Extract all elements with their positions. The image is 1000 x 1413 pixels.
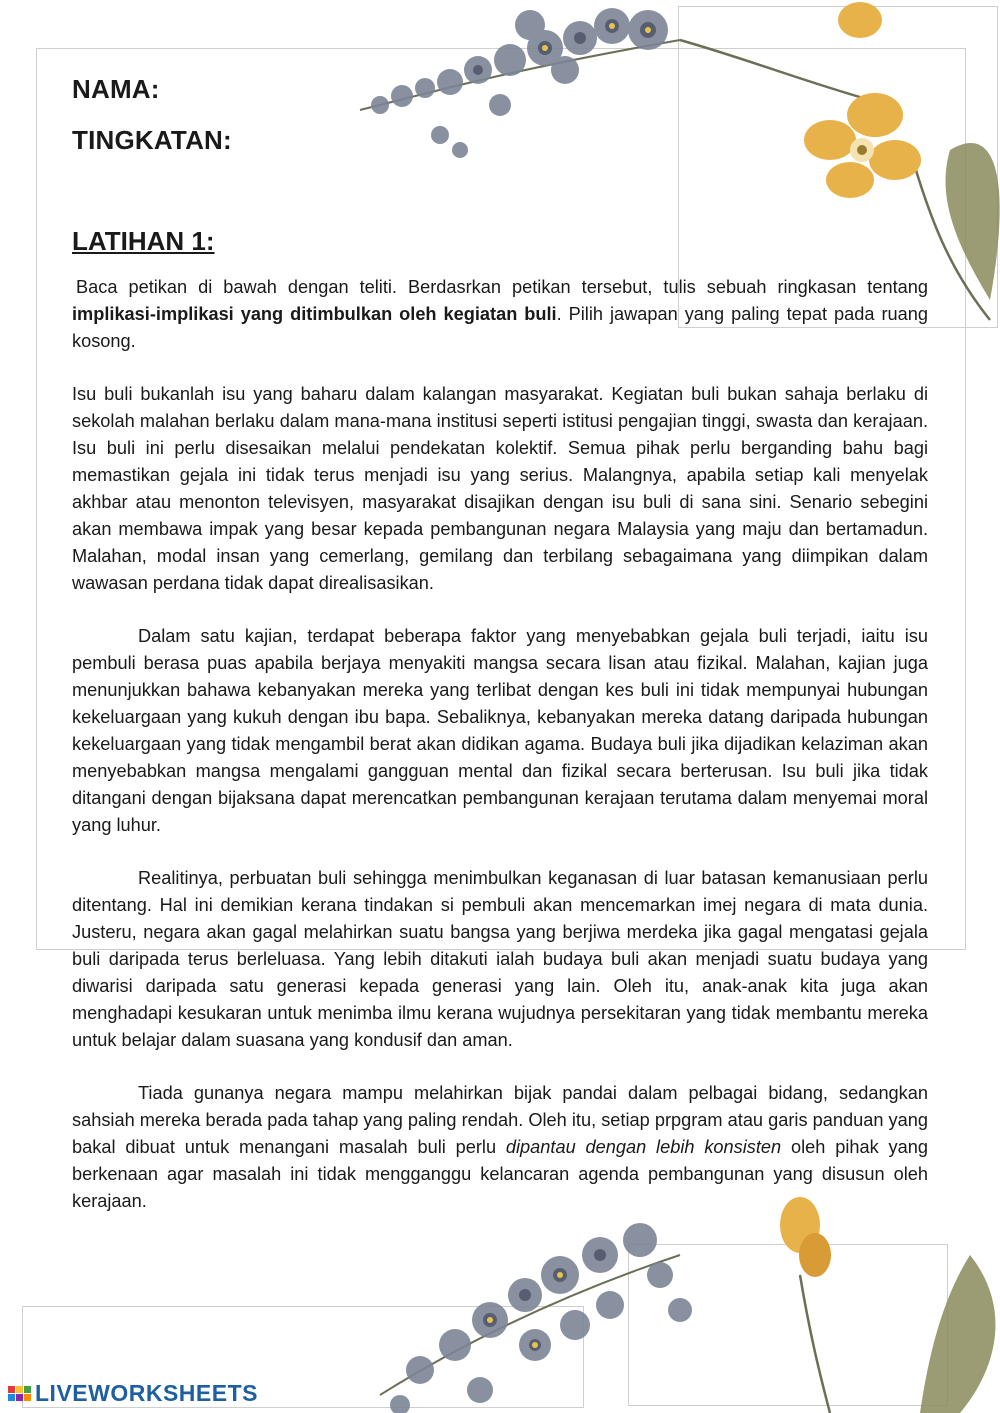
passage-paragraph-2: Dalam satu kajian, terdapat beberapa faktor yang menyebabkan gejala buli terjadi, iaitu isu pembuli berasa puas apabila berjaya menyakiti mangsa secara lisan atau fizikal. Malahan, kajian juga menunjukkan bahawa kebanyakan mereka yang terlibat dengan kes buli ini tidak mempunyai hubungan kekeluargaan yang kukuh dengan ibu bapa. Sebaliknya, kebanyakan mereka datang daripada hubungan kekeluargaan yang tidak mengambil berat akan didikan agama. Budaya buli jika dijadikan kelaziman akan menyebabkan mangsa mengalami gangguan mental dan fizikal secara berterusan. Isu buli jika tidak ditangani dengan bijaksana dapat merencatkan pembangunan kerajaan terutama dalam menyemai moral yang luhur. (72, 626, 928, 835)
section-title: LATIHAN 1: (72, 226, 215, 256)
blue-flowers-cluster-bottom (380, 1223, 692, 1413)
blue-flowers-cluster-top (360, 8, 680, 158)
logo-grid-icon (8, 1386, 31, 1401)
passage-paragraph-4 (72, 1080, 928, 1215)
passage-paragraph-3: Realitinya, perbuatan buli sehingga menimbulkan keganasan di luar batasan kemanusiaan perlu ditentang. Hal ini demikian kerana tindakan si pembuli akan mencemarkan imej negara di mata dunia. Justeru, negara akan gagal melahirkan suatu bangsa yang berjiwa merdeka jika gagal mengatasi gejala buli daripada terus berleluasa. Yang lebih ditakuti ialah budaya buli akan menjadi suatu budaya yang diwarisi daripada satu generasi kepada generasi yang lain. Oleh itu, anak-anak kita juga akan menghadapi kesukaran untuk menimba ilmu kerana wujudnya persekitaran yang tidak membantu mereka untuk belajar dalam suasana yang kondusif dan aman. (72, 868, 928, 1050)
instruction-text-start: Baca petikan di bawah dengan teliti. Berdasrkan petikan tersebut, tulis sebuah ringkasan tentang (76, 277, 928, 297)
instruction-bold-phrase: implikasi-implikasi yang ditimbulkan oleh kegiatan buli (72, 304, 557, 324)
passage-paragraph-1: Isu buli bukanlah isu yang baharu dalam kalangan masyarakat. Kegiatan buli bukan sahaja berlaku di sekolah malahan berlaku dalam mana-mana institusi seperti istitusi pengajian tinggi, swasta dan kerajaan. Isu buli ini perlu disesaikan melalui pendekatan kolektif. Semua pihak perlu berganding bahu bagi memastikan gejala ini tidak terus menjadi isu yang serius. Malangnya, apabila setiap kali menyelak akhbar atau menonton televisyen, masyarakat disajikan dengan isu buli di sana sini. Senario sebegini akan membawa impak yang besar kepada pembangunan negara Malaysia yang maju dan bertamadun. Malahan, modal insan yang cemerlang, gemilang dan terbilang sebagaimana yang diimpikan dalam wawasan perdana tidak dapat direalisasikan. (72, 384, 928, 593)
leaf-top-right (946, 143, 1000, 300)
passage (72, 274, 928, 1241)
instruction-text-end: . Pilih jawapan yang paling tepat pada ruang kosong. (72, 304, 928, 351)
tingkatan-label: TINGKATAN: (72, 125, 232, 155)
leaf-bottom-right (920, 1255, 995, 1413)
liveworksheets-logo[interactable] (8, 1380, 258, 1407)
logo-text: LIVEWORKSHEETS (35, 1380, 258, 1406)
instruction-paragraph (72, 274, 928, 355)
paragraph-4-italic-phrase: dipantau dengan lebih konsisten (505, 1137, 782, 1157)
paragraph-4-text-end: oleh pihak yang berkenaan agar masalah ini tidak mengganggu kelancaran agenda pembangunan yang disusun oleh kerajaan. (72, 1137, 928, 1211)
yellow-flower-top (680, 2, 990, 320)
paragraph-4-text-start: Tiada gunanya negara mampu melahirkan bijak pandai dalam pelbagai bidang, sedangkan sahsiah mereka berada pada tahap yang paling rendah. Oleh itu, setiap prpgram atau garis panduan yang bakal dibuat untuk menangani masalah buli perlu (72, 1083, 928, 1157)
nama-label: NAMA: (72, 74, 160, 104)
